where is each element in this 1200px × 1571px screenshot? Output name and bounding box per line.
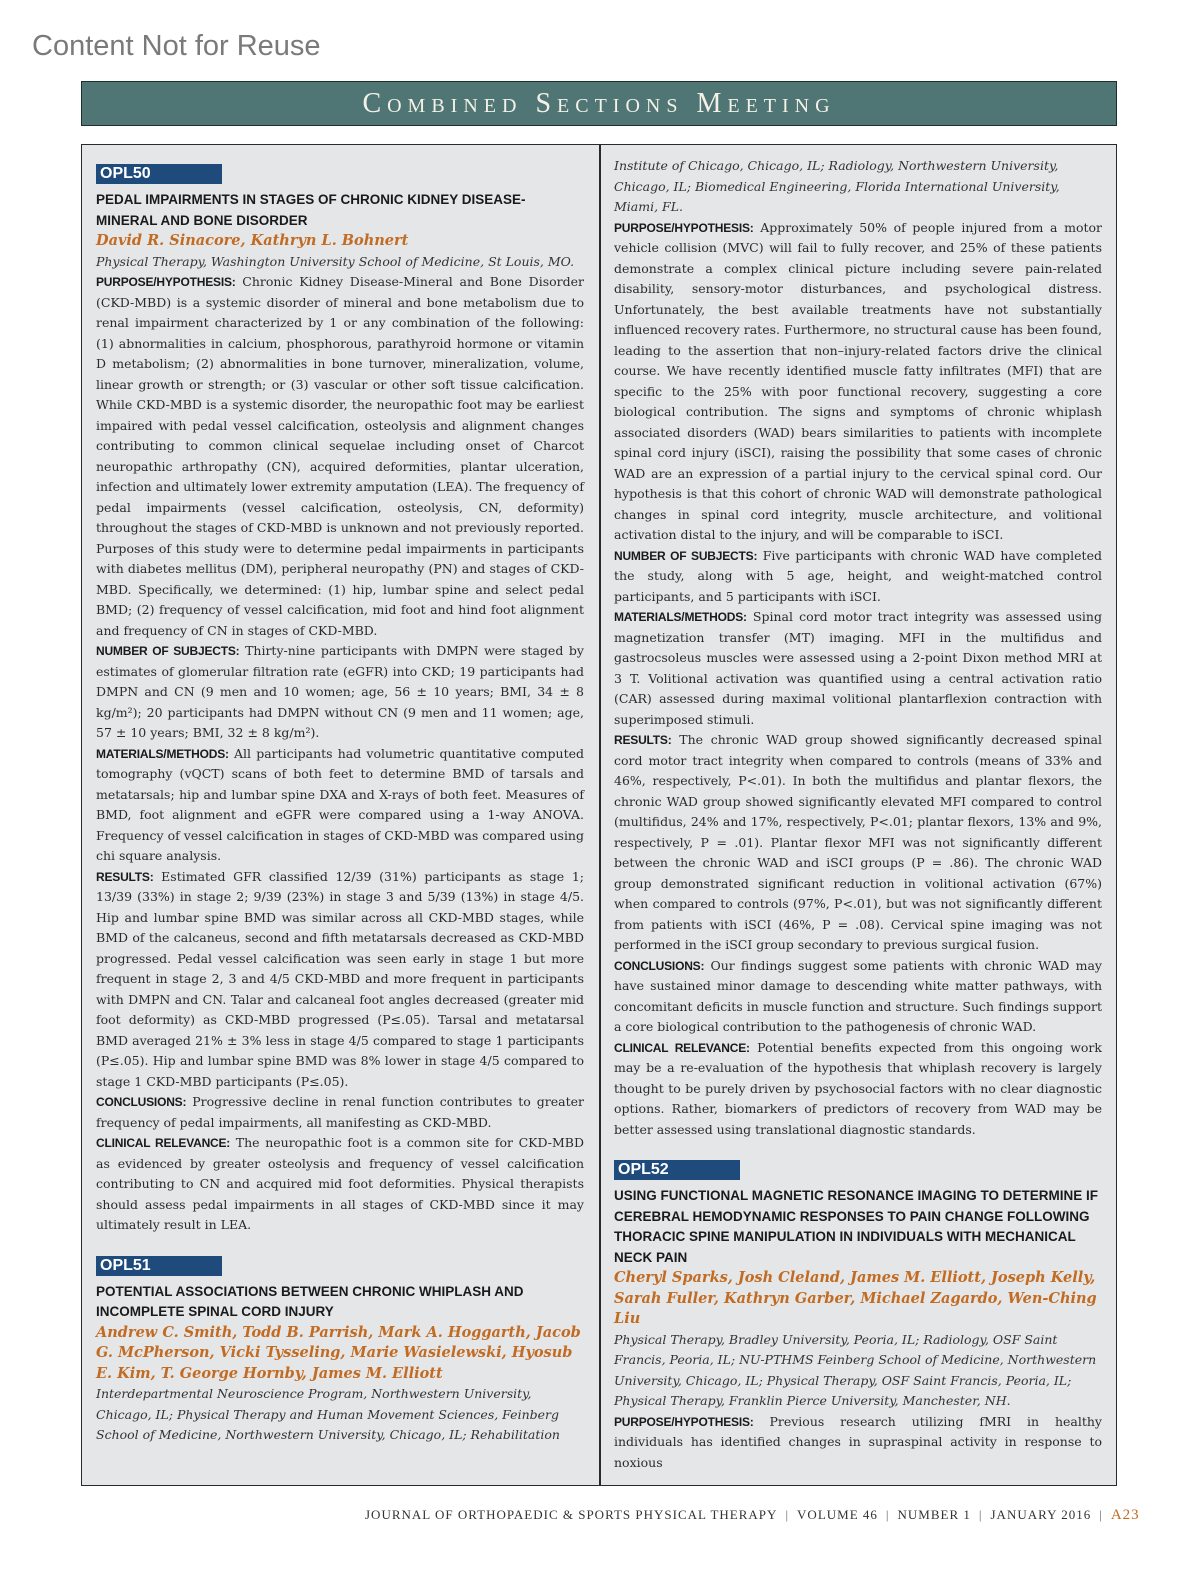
abstract-code: OPL51 <box>96 1256 222 1276</box>
page-footer: JOURNAL OF ORTHOPAEDIC & SPORTS PHYSICAL THERAPY | VOLUME 46 | NUMBER 1 | JANUARY 2016 | A23 <box>365 1507 1140 1523</box>
section-subjects: NUMBER OF SUBJECTS: Thirty-nine participants with DMPN were staged by estimates of glomerular filtration rate (eGFR) into CKD; 19 participants had DMPN and CN (9 men and 10 women; age, 56 ± 10 years; BMI, 34 ± 8 kg/m²); 20 participants had DMPN without CN (9 men and 11 women; age, 57 ± 10 years; BMI, 32 ± 8 kg/m²). <box>96 643 584 740</box>
journal-number: NUMBER 1 <box>897 1507 971 1522</box>
section-clinical-relevance: CLINICAL RELEVANCE: Potential benefits expected from this ongoing work may be a re-evaluation of the hypothesis that whiplash recovery is largely thought to be purely driven by psychosocial factors with no clear diagnostic options. Rather, biomarkers of predictors of recovery from WAD may be better assessed using translational diagnostic standards. <box>614 1039 1102 1137</box>
section-purpose: PURPOSE/HYPOTHESIS: Previous research utilizing fMRI in healthy individuals has identified changes in supraspinal activity in response to noxious <box>614 1413 1102 1470</box>
banner-title: Combined Sections Meeting <box>362 87 836 119</box>
continued-affiliation: Institute of Chicago, Chicago, IL; Radiology, Northwestern University, Chicago, IL; Biomedical Engineering, Florida International University, Miami, FL. <box>614 158 1060 214</box>
abstract-opl51 <box>96 1248 584 1446</box>
section-conclusions: CONCLUSIONS: Our findings suggest some patients with chronic WAD may have sustained minor damage to descending white matter pathways, with concomitant deficits in muscle function and structure. Such findings support a core biological contribution to the pathogenesis of chronic WAD. <box>614 957 1102 1034</box>
section-conclusions: CONCLUSIONS: Progressive decline in renal function contributes to greater frequency of pedal impairments, all manifesting as CKD-MBD. <box>96 1094 584 1130</box>
section-banner <box>81 81 1117 126</box>
abstract-authors: Andrew C. Smith, Todd B. Parrish, Mark A. Hoggarth, Jacob G. McPherson, Vicki Tysseling, Marie Wasielewski, Hyosub E. Kim, T. George Hornby, James M. Elliott <box>96 1323 581 1382</box>
abstract-affiliation: Interdepartmental Neuroscience Program, Northwestern University, Chicago, IL; Physical Therapy and Human Movement Sciences, Feinberg School of Medicine, Northwestern University, Chicago, IL; Rehabilitation <box>96 1386 560 1442</box>
section-results: RESULTS: Estimated GFR classified 12/39 (31%) participants as stage 1; 13/39 (33%) in stage 2; 9/39 (23%) in stage 3 and 5/39 (13%) in stage 4/5. Hip and lumbar spine BMD was similar across all CKD-MBD stages, while BMD of the calcaneus, second and fifth metatarsals decreased as CKD-MBD progressed. Pedal vessel calcification was seen early in stage 1 but more frequent in stage 2, 3 and 4/5 CKD-MBD and more frequent in participants with DMPN and CN. Talar and calcaneal foot angles decreased (greater mid foot deformity) as CKD-MBD progressed (P≤.05). Tarsal and metatarsal BMD averaged 21% ± 3% less in stage 4/5 compared to stage 1 participants (P≤.05). Hip and lumbar spine BMD was 8% lower in stage 4/5 compared to stage 1 CKD-MBD participants (P≤.05). <box>96 868 584 1089</box>
abstract-opl50 <box>96 156 584 1236</box>
abstract-authors: David R. Sinacore, Kathryn L. Bohnert <box>96 232 409 249</box>
abstract-title: POTENTIAL ASSOCIATIONS BETWEEN CHRONIC WHIPLASH AND INCOMPLETE SPINAL CORD INJURY <box>96 1283 524 1319</box>
section-results: RESULTS: The chronic WAD group showed significantly decreased spinal cord motor tract integrity when compared to controls (means of 33% and 46%, respectively, P<.01). In both the multifidus and plantar flexors, the chronic WAD group showed significantly elevated MFI compared to control (multifidus, 24% and 17%, respectively, P<.01; plantar flexors, 13% and 9%, respectively, P = .01). Plantar flexor MFI was not significantly different between the chronic WAD and iSCI groups (P = .86). The chronic WAD group demonstrated significant reduction in volitional activation (67%) when compared to controls (97%, P<.01), but was not significantly different from patients with iSCI (46%, P = .08). Cervical spine imaging was not performed in the iSCI group secondary to previous surgical fusion. <box>614 732 1102 952</box>
left-column <box>96 156 584 1446</box>
section-subjects: NUMBER OF SUBJECTS: Five participants with chronic WAD have completed the study, along with 5 age, height, and weight-matched control participants, and 5 participants with iSCI. <box>614 547 1102 604</box>
column-divider <box>599 144 601 1486</box>
abstract-authors: Cheryl Sparks, Josh Cleland, James M. Elliott, Joseph Kelly, Sarah Fuller, Kathryn Garber, Michael Zagardo, Wen-Ching Liu <box>614 1269 1097 1327</box>
abstract-affiliation: Physical Therapy, Bradley University, Peoria, IL; Radiology, OSF Saint Francis, Peoria, IL; NU-PTHMS Feinberg School of Medicine, Northwestern University, Chicago, IL; Physical Therapy, OSF Saint Francis, Peoria, IL; Physical Therapy, Franklin Pierce University, Manchester, NH. <box>614 1331 1097 1408</box>
abstract-title: USING FUNCTIONAL MAGNETIC RESONANCE IMAGING TO DETERMINE IF CEREBRAL HEMODYNAMIC RESPONSES TO PAIN CHANGE FOLLOWING THORACIC SPINE MANIPULATION IN INDIVIDUALS WITH MECHANICAL NECK PAIN <box>614 1188 1099 1265</box>
journal-volume: VOLUME 46 <box>797 1507 878 1522</box>
journal-date: JANUARY 2016 <box>990 1507 1092 1522</box>
abstract-opl52 <box>614 1152 1102 1473</box>
section-methods: MATERIALS/METHODS: All participants had volumetric quantitative computed tomography (vQCT) scans of both feet to determine BMD of tarsals and metatarsals; hip and lumbar spine DXA and X-rays of both feet. Measures of BMD, foot alignment and eGFR were compared using a 1-way ANOVA. Frequency of vessel calcification in stages of CKD-MBD was compared using chi square analysis. <box>96 745 584 863</box>
watermark-text: Content Not for Reuse <box>32 30 321 62</box>
abstract-affiliation: Physical Therapy, Washington University School of Medicine, St Louis, MO. <box>96 253 575 269</box>
journal-name: JOURNAL OF ORTHOPAEDIC & SPORTS PHYSICAL THERAPY <box>365 1507 778 1522</box>
page-number: A23 <box>1110 1507 1140 1523</box>
abstract-title: PEDAL IMPAIRMENTS IN STAGES OF CHRONIC KIDNEY DISEASE-MINERAL AND BONE DISORDER <box>96 192 526 228</box>
right-column <box>614 156 1102 1473</box>
abstract-code: OPL52 <box>614 1160 740 1180</box>
section-clinical-relevance: CLINICAL RELEVANCE: The neuropathic foot is a common site for CKD-MBD as evidenced by greater osteolysis and frequency of vessel calcification contributing to CN and acquired mid foot deformities. Physical therapists should assess pedal impairments in all stages of CKD-MBD since it may ultimately result in LEA. <box>96 1135 584 1232</box>
section-purpose: PURPOSE/HYPOTHESIS: Chronic Kidney Disease-Mineral and Bone Disorder (CKD-MBD) is a systemic disorder of mineral and bone metabolism due to renal impairment characterized by 1 or any combination of the following: (1) abnormalities in calcium, phosphorous, parathyroid hormone or vitamin D metabolism; (2) abnormalities in bone turnover, mineralization, volume, linear growth or strength; or (3) vascular or other soft tissue calcification. While CKD-MBD is a systemic disorder, the neuropathic foot may be earliest impaired with pedal vessel calcification, osteolysis and alignment changes contributing to common clinical sequelae including onset of Charcot neuropathic arthropathy (CN), acquired deformities, plantar ulceration, infection and ultimately lower extremity amputation (LEA). The frequency of pedal impairments (vessel calcification, osteolysis, CN, deformity) throughout the stages of CKD-MBD is unknown and not previously reported. Purposes of this study were to determine pedal impairments in participants with diabetes mellitus (DM), peripheral neuropathy (PN) and stages of CKD-MBD. Specifically, we determined: (1) hip, lumbar spine and select pedal BMD; (2) frequency of vessel calcification, mid foot and hind foot alignment and frequency of CN in stages of CKD-MBD. <box>96 274 584 638</box>
section-purpose: PURPOSE/HYPOTHESIS: Approximately 50% of people injured from a motor vehicle collision (MVC) will fail to fully recover, and 25% of these patients demonstrate a complex clinical picture including severe pain-related disability, sensory-motor disturbances, and psychological distress. Unfortunately, the best available treatments have not substantially influenced recovery rates. Furthermore, no structural cause has been found, leading to the assertion that non–injury-related factors drive the clinical course. We have recently identified muscle fatty infiltrates (MFI) that are specific to the 25% with poor functional recovery, suggesting a core biological contribution. The signs and symptoms of chronic whiplash associated disorders (WAD) bears similarities to patients with incomplete spinal cord injury (iSCI), raising the possibility that some cases of chronic WAD are an expression of a partial injury to the cervical spinal cord. Our hypothesis is that this cohort of chronic WAD will demonstrate pathological changes in spinal cord integrity, muscle architecture, and volitional activation distal to the injury, and will be comparable to iSCI. <box>614 219 1102 542</box>
section-methods: MATERIALS/METHODS: Spinal cord motor tract integrity was assessed using magnetization transfer (MT) imaging. MFI in the multifidus and gastrocsoleus muscles were assessed using a 2-point Dixon method MRI at 3 T. Volitional activation was quantified using a central activation ratio (CAR) assessed during maximal volitional plantarflexion contraction with superimposed stimuli. <box>614 609 1102 727</box>
abstract-code: OPL50 <box>96 164 222 184</box>
